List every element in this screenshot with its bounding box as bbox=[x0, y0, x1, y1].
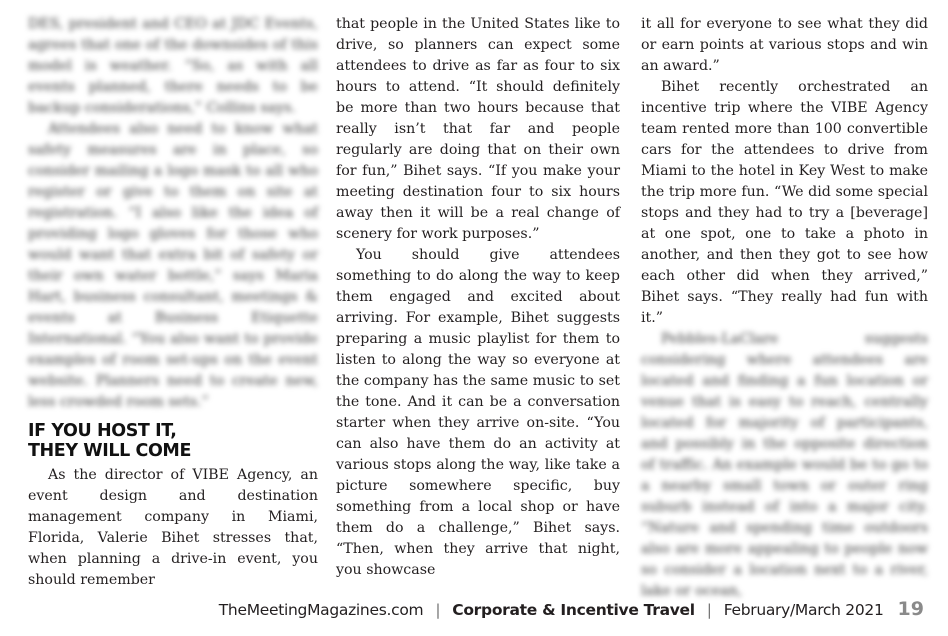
body-paragraph: that people in the United States like to drive, so planners can expect some attendees to drive as far as four to six hours to attend. “It should definitely be more than two hours because that really isn’t that far and people regularly are doing that on their own for fun,” Bihet says. “If you make your meeting destination four to six hours away then it will be a real change of scenery for work purposes.” bbox=[336, 16, 620, 242]
page-footer bbox=[0, 598, 924, 620]
heading-line: THEY WILL COME bbox=[28, 441, 191, 461]
column-left-body bbox=[28, 465, 318, 591]
column-middle bbox=[336, 14, 620, 581]
column-right bbox=[641, 14, 928, 602]
blurred-paragraph: Pebbles-LaClare suggests considering where attendees are located and finding a fun location or venue that is easy to reach, centrally located for majority of participants, and possibly in the opposite direction of traffic. An example would be to go to a nearby small town or outer ring suburb instead of into a major city. “Nature and spending time outdoors also are more appealing to people now so consider a location next to a river, lake or ocean, bbox=[641, 331, 928, 599]
column-left bbox=[28, 14, 318, 413]
footer-site: TheMeetingMagazines.com bbox=[218, 601, 424, 619]
blurred-paragraph: DES, president and CEO at JDC Events, agrees that one of the downsides of this model is weather. “So, as with all events planned, there needs to be backup considerations,” Collins says. bbox=[28, 16, 318, 116]
heading-line: IF YOU HOST IT, bbox=[28, 421, 177, 441]
blurred-paragraph: Attendees also need to know what safety measures are in place, so consider mailing a logo mask to all who register or give to them on site at registration. “I also like the idea of providing logo gloves for those who would want that extra bit of safety or their own water bottle,” says Maria Hart, business consultant, meetings & events at Business Etiquette International. “You also want to provide examples of room set-ups on the event website. Planners need to create new, less crowded room sets.” bbox=[28, 121, 318, 410]
body-paragraph: Bihet recently orchestrated an incentive trip where the VIBE Agency team rented more than 100 convertible cars for the attendees to drive from Miami to the hotel in Key West to make the trip more fun. “We did some special stops and they had to try a [beverage] at one spot, one to take a photo in another, and then they got to see how each other did when they arrived,” Bihet says. “They really had fun with it.” bbox=[641, 79, 928, 326]
footer-issue: February/March 2021 bbox=[723, 601, 884, 619]
body-paragraph: You should give attendees something to do along the way to keep them engaged and excited about arriving. For example, Bihet suggests preparing a music playlist for them to listen to along the way so everyone at the company has the same music to set the tone. And it can be a conversation starter when they arrive on-site. “You can also have them do an activity at various stops along the way, like take a picture somewhere specific, buy something from a local shop or have them do a challenge,” Bihet says. “Then, when they arrive that night, you showcase bbox=[336, 247, 620, 578]
blurred-text-block bbox=[28, 14, 318, 413]
section-heading bbox=[28, 421, 191, 461]
footer-separator: | bbox=[706, 601, 712, 619]
footer-separator: | bbox=[435, 601, 441, 619]
body-paragraph: As the director of VIBE Agency, an event design and destination management company in Miami, Florida, Valerie Bihet stresses that, when planning a drive-in event, you should remember bbox=[28, 467, 318, 588]
footer-publication: Corporate & Incentive Travel bbox=[452, 601, 695, 619]
body-paragraph: it all for everyone to see what they did or earn points at various stops and win an award.” bbox=[641, 16, 928, 74]
page-number: 19 bbox=[897, 598, 924, 620]
